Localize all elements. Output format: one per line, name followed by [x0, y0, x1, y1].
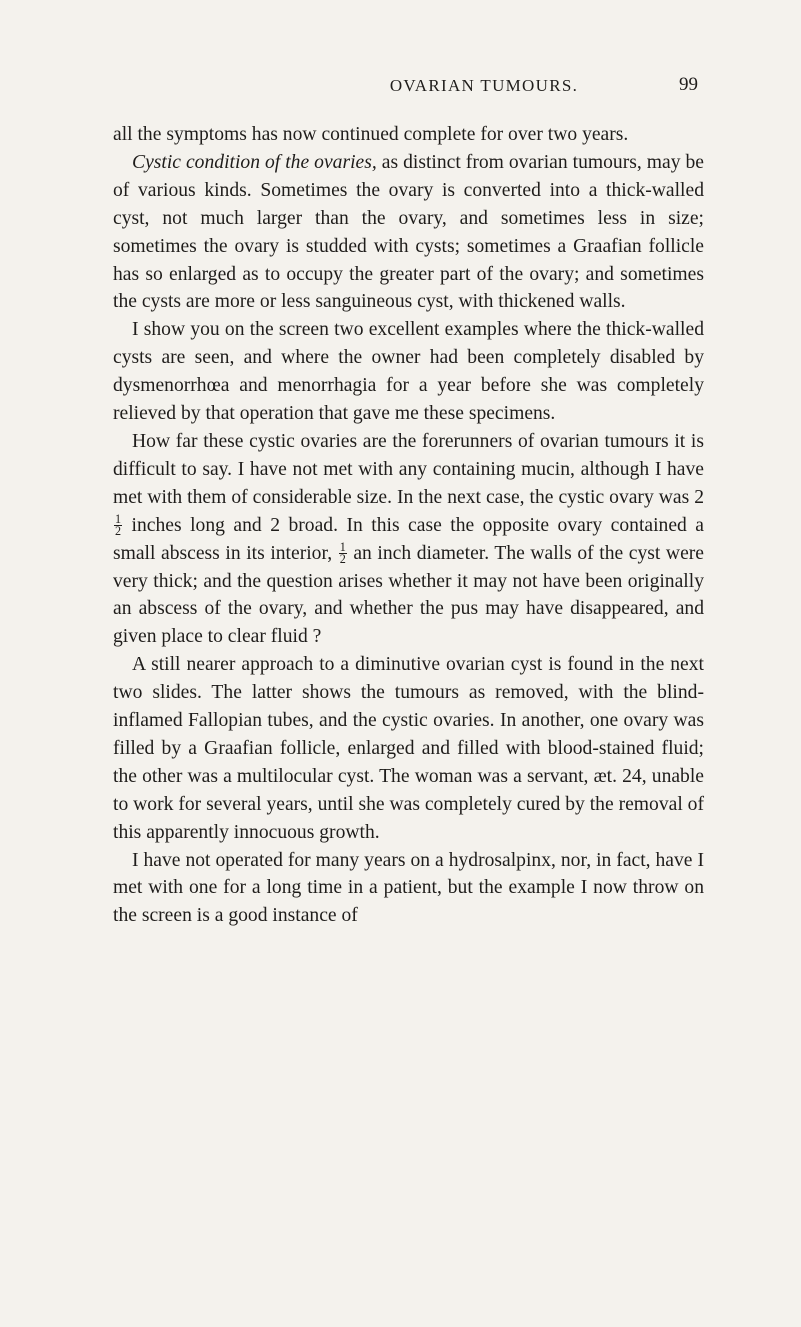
fraction-numerator: 1 — [339, 539, 346, 554]
page-header — [0, 76, 801, 98]
paragraph-text: inches long and 2 broad. In this case the opposite ovary contained a small abscess in its interior, — [113, 514, 704, 564]
fraction-half — [114, 514, 122, 537]
paragraph-text: I show you on the screen two excellent examples where the thick-walled cysts are seen, and where the owner had been completely disabled by dysmenorrhœa and menorrhagia for a year before she was completely relieved by that operation that gave me these specimens. — [113, 319, 704, 425]
paragraph-text: How far these cystic ovaries are the forerunners of ovarian tumours it is difficult to say. I have not met with any containing mucin, although I have met with them of considerable size. In the next case, the cystic ovary was 2 — [113, 430, 704, 508]
paragraph-text: A still nearer approach to a diminutive ovarian cyst is found in the next two slides. The latter shows the tumours as removed, with the blind-inflamed Fallopian tubes, and the cystic ovaries. In another, one ovary was filled by a Graafian follicle, enlarged and filled with blood-stained fluid; the other was a multilocular cyst. The woman was a servant, æt. 24, unable to work for several years, until she was completely cured by the removal of this apparently innocuous growth. — [113, 654, 704, 843]
paragraph-continuation — [113, 121, 704, 149]
paragraph-cystic-condition — [113, 149, 704, 316]
paragraph-forerunners — [113, 428, 704, 651]
paragraph-text: an inch diameter. The walls of the cyst were very thick; and the question arises whether it may not have been originally an abscess of the ovary, and whether the pus may have disappeared, and given place to clear fluid ? — [113, 542, 704, 648]
paragraph-text: all the symptoms has now continued complete for over two years. — [113, 124, 629, 145]
paragraph-text: I have not operated for many years on a hydrosalpinx, nor, in fact, have I met with one for a long time in a patient, but the example I now throw on the screen is a good instance of — [113, 849, 704, 927]
fraction-denominator: 2 — [339, 551, 346, 566]
page-number: 99 — [679, 74, 698, 95]
body-text — [113, 121, 704, 930]
paragraph-screen-examples — [113, 316, 704, 428]
paragraph-diminutive-cyst — [113, 651, 704, 846]
italic-heading: Cystic condition of the ovaries, — [132, 151, 377, 173]
fraction-denominator: 2 — [115, 523, 122, 538]
fraction-half — [339, 539, 347, 566]
paragraph-hydrosalpinx — [113, 847, 704, 931]
fraction-numerator: 1 — [115, 512, 122, 526]
running-title: OVARIAN TUMOURS. — [389, 76, 579, 95]
paragraph-text: as distinct from ovarian tumours, may be of various kinds. Sometimes the ovary is converted into a thick-walled cyst, not much larger than the ovary, and sometimes less in size; sometimes the ovary is studded with cysts; sometimes a Graafian follicle has so enlarged as to occupy the greater part of the ovary; and sometimes the cysts are more or less sanguineous cyst, with thickened walls. — [113, 151, 704, 313]
